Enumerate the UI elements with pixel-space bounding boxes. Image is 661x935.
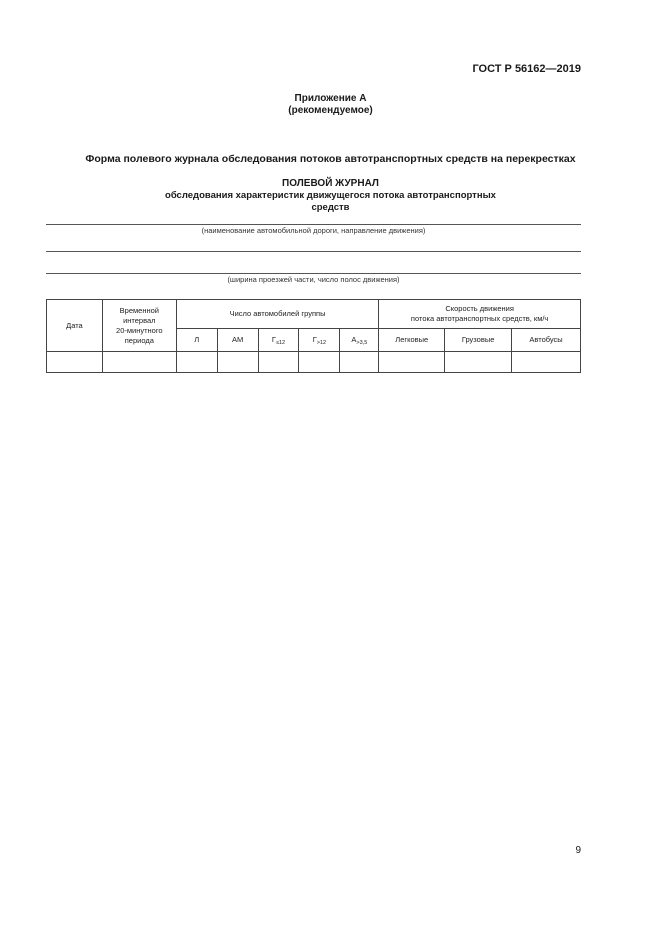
road-name-line xyxy=(46,224,581,225)
table-cell xyxy=(512,352,581,373)
road-width-caption: (ширина проезжей части, число полос движения) xyxy=(227,275,400,284)
table-cell xyxy=(445,352,512,373)
table-row xyxy=(47,352,581,373)
header-time-interval: Временной интервал 20-минутного периода xyxy=(102,300,176,352)
table-cell xyxy=(102,352,176,373)
appendix-heading xyxy=(0,93,661,117)
journal-title: ПОЛЕВОЙ ЖУРНАЛ xyxy=(282,178,379,189)
document-code: ГОСТ Р 56162—2019 xyxy=(472,63,581,75)
table-cell xyxy=(299,352,340,373)
header-speed-trucks: Грузовые xyxy=(445,329,512,352)
journal-heading xyxy=(0,178,661,214)
road-name-caption: (наименование автомобильной дороги, направление движения) xyxy=(201,226,426,235)
appendix-status: (рекомендуемое) xyxy=(288,105,373,116)
appendix-title: Приложение А xyxy=(294,93,367,104)
header-group-a: $А_{>3,5}$ xyxy=(340,329,379,352)
table-cell xyxy=(379,352,445,373)
table-cell xyxy=(258,352,299,373)
header-date: Дата xyxy=(47,300,103,352)
header-group-g-le12: $Г_{\le 12}$ xyxy=(258,329,299,352)
header-flow-speed: Скорость движения потока автотранспортных средств, км/ч xyxy=(379,300,581,329)
form-title: Форма полевого журнала обследования потоков автотранспортных средств на перекрестках xyxy=(85,153,576,165)
header-speed-buses: Автобусы xyxy=(512,329,581,352)
table-cell xyxy=(217,352,258,373)
journal-subtitle-line1: обследования характеристик движущегося потока автотранспортных xyxy=(165,190,496,201)
blank-line xyxy=(46,251,581,252)
journal-table xyxy=(46,299,581,373)
table-cell xyxy=(47,352,103,373)
header-group-l: Л xyxy=(176,329,217,352)
header-group-am: АМ xyxy=(217,329,258,352)
table-cell xyxy=(176,352,217,373)
header-vehicle-count: Число автомобилей группы xyxy=(176,300,379,329)
page-number: 9 xyxy=(575,845,581,856)
table-cell xyxy=(340,352,379,373)
journal-subtitle-line2: средств xyxy=(311,202,350,213)
header-group-g-gt12: $Г_{>12}$ xyxy=(299,329,340,352)
header-speed-cars: Легковые xyxy=(379,329,445,352)
road-width-line xyxy=(46,273,581,274)
